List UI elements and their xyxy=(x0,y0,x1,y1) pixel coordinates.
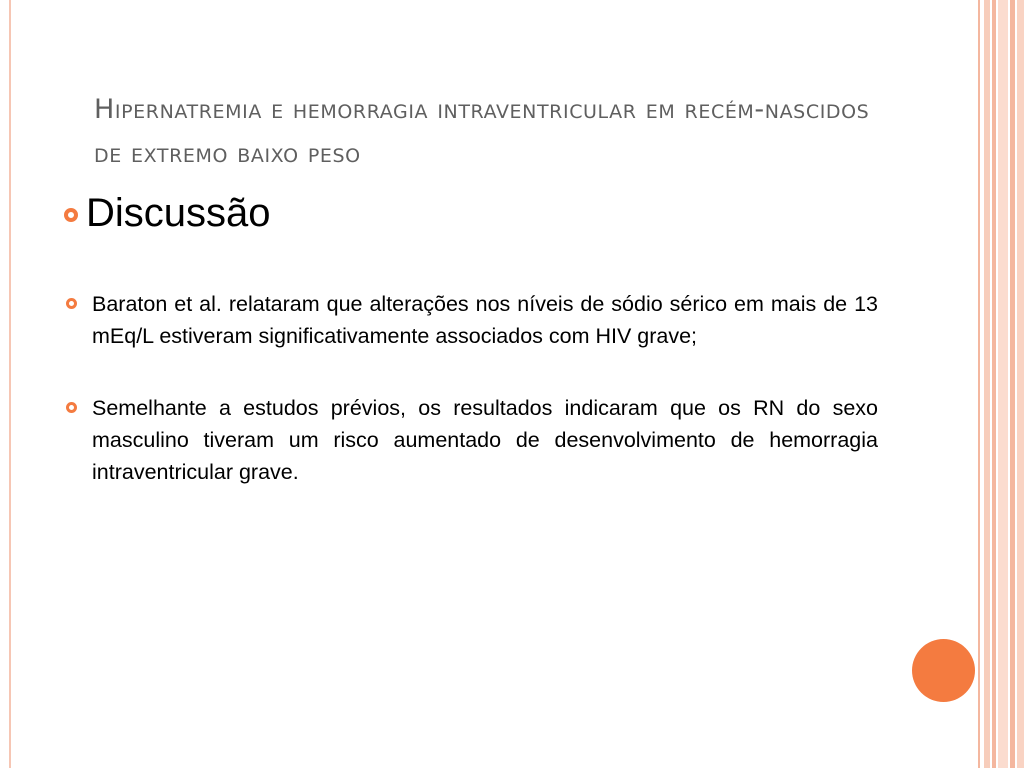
circle-bullet-icon xyxy=(64,208,78,222)
right-stripe xyxy=(978,0,980,768)
section-heading: Discussão xyxy=(86,191,271,235)
list-item xyxy=(66,392,878,488)
orange-circle-decoration xyxy=(912,639,975,702)
right-stripe xyxy=(998,0,1008,768)
slide-title: Hipernatremia e hemorragia intraventricular em recém-nascidos de extremo baixo peso xyxy=(94,94,870,169)
right-stripe xyxy=(1017,0,1024,768)
circle-bullet-icon xyxy=(66,402,77,413)
list-item-text: Baraton et al. relataram que alterações nos níveis de sódio sérico em mais de 13 mEq/L estiveram significativamente associados com HIV grave; xyxy=(92,292,878,348)
list-item xyxy=(66,288,878,352)
right-stripe xyxy=(1010,0,1015,768)
bullet-list xyxy=(66,288,878,528)
section-heading-row xyxy=(64,188,271,238)
right-stripe xyxy=(992,0,996,768)
circle-bullet-icon xyxy=(66,298,77,309)
list-item-text: Semelhante a estudos prévios, os resultados indicaram que os RN do sexo masculino tiveram um risco aumentado de desenvolvimento de hemorragia intraventricular grave. xyxy=(92,396,878,484)
left-border-line xyxy=(9,0,11,768)
right-stripe xyxy=(984,0,990,768)
